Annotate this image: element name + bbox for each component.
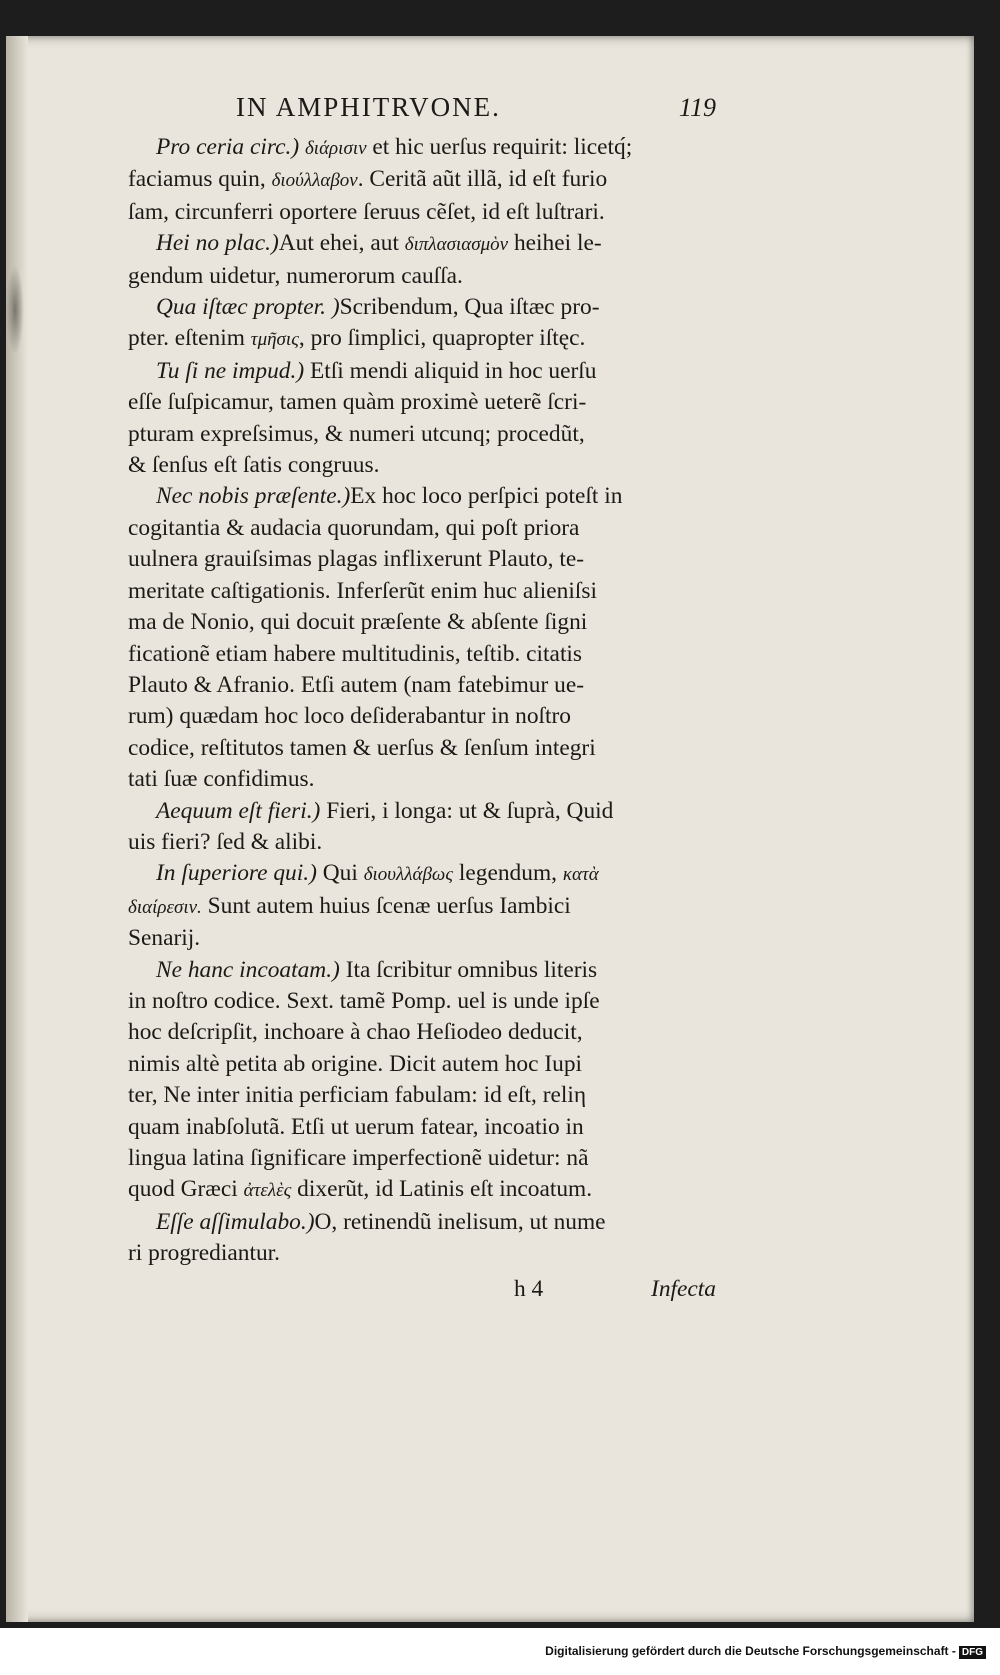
text-segment: uis fieri? ſed & alibi. — [128, 828, 323, 855]
lemma: Hei no plac.) — [156, 230, 279, 257]
text-segment: hoc deſcripſit, inchoare à chao Heſiodeo deducit, — [128, 1019, 583, 1046]
text-segment: codice, reſtitutos tamen & uerſus & ſenſum integri — [128, 734, 596, 761]
text-line — [128, 419, 716, 450]
text-line — [128, 670, 716, 701]
lemma: Ne hanc incoatam.) — [156, 956, 340, 983]
running-head: IN AMPHITRVONE. — [236, 92, 501, 122]
signature-mark: h 4 — [514, 1275, 544, 1302]
text-line — [128, 228, 716, 260]
greek-word: κατὰ — [562, 864, 599, 886]
text-line — [128, 387, 716, 418]
greek-word: διπλασιασμὸν — [404, 234, 509, 256]
lemma: Tu ſi ne impud.) — [156, 357, 305, 384]
greek-word: τμῆσις — [250, 329, 299, 351]
text-segment: tati ſuæ confidimus. — [128, 766, 315, 793]
text-segment: quod Græci — [128, 1176, 244, 1203]
text-segment: in noſtro codice. Sext. tamẽ Pomp. uel is unde ipſe — [128, 987, 600, 1014]
text-segment: uulnera grauiſsimas plagas inflixerunt Plauto, te- — [128, 546, 585, 573]
text-segment: Senarij. — [128, 925, 201, 952]
text-line — [128, 1112, 716, 1143]
commentary-body — [128, 132, 716, 1270]
greek-word: διούλλαβον — [271, 170, 358, 192]
text-segment: ficationẽ etiam habere multitudinis, teſtib. citatis — [128, 640, 583, 667]
lemma: In ſuperiore qui.) — [156, 860, 317, 887]
text-line — [128, 197, 716, 228]
digitization-credit — [545, 1644, 986, 1659]
text-segment: gendum uidetur, numerorum cauſſa. — [128, 262, 463, 289]
text-line — [128, 955, 716, 986]
text-segment: dixerũt, id Latinis eſt incoatum. — [291, 1176, 593, 1203]
text-line — [128, 1017, 716, 1048]
text-segment: nimis altè petita ab origine. Dicit autem hoc Iupi — [128, 1050, 583, 1077]
text-line — [128, 701, 716, 732]
text-line — [128, 796, 716, 827]
text-segment: heihei le- — [508, 230, 602, 257]
text-segment: rum) quædam hoc loco deſiderabantur in noſtro — [128, 703, 572, 730]
text-segment: Ita ſcribitur omnibus literis — [339, 956, 598, 983]
text-line — [128, 1049, 716, 1080]
greek-word: διαίρεσιν. — [128, 896, 202, 918]
text-line — [128, 923, 716, 954]
text-segment: Fieri, i longa: ut & ſuprà, Quid — [320, 797, 614, 824]
lemma: Pro ceria circ.) — [156, 134, 300, 160]
text-line — [128, 323, 716, 355]
page-text-block — [128, 92, 716, 1308]
text-segment: ſam, circunferri oportere ſeruus cẽſet, id eſt luſtrari. — [128, 198, 605, 225]
text-segment: eſſe ſuſpicamur, tamen quàm proximè ueterẽ ſcri- — [128, 389, 587, 416]
credit-text: Digitalisierung gefördert durch die Deutsche Forschungsgemeinschaft - — [545, 1644, 956, 1658]
greek-word: διουλλάβως — [363, 864, 454, 886]
text-segment: ter, Ne inter initia perficiam fabulam: id eſt, reliη — [128, 1082, 587, 1109]
text-line — [128, 764, 716, 795]
text-segment: & ſenſus eſt ſatis congruus. — [128, 452, 380, 479]
text-line — [128, 356, 716, 387]
text-line — [128, 132, 716, 164]
text-segment: legendum, — [453, 860, 563, 887]
text-segment: pter. eſtenim — [128, 325, 251, 352]
greek-word: ἀτελὲς — [243, 1180, 292, 1202]
lemma: Aequum eſt fieri.) — [156, 797, 321, 824]
text-segment: Etſi mendi aliquid in hoc uerſu — [304, 357, 597, 384]
text-segment: Aut ehei, aut — [278, 230, 405, 257]
text-line — [128, 576, 716, 607]
text-line — [128, 1080, 716, 1111]
greek-word: διάρισιν — [304, 138, 367, 159]
text-segment: quam inabſolutã. Etſi ut uerum fatear, incoatio in — [128, 1113, 584, 1140]
text-segment: faciamus quin, — [128, 166, 272, 193]
text-segment: cogitantia & audacia quorundam, qui poſt priora — [128, 514, 580, 541]
text-line — [128, 292, 716, 323]
text-line — [128, 986, 716, 1017]
text-segment: ri progrediantur. — [128, 1240, 280, 1267]
text-segment: lingua latina ſignificare imperfectionẽ uidetur: nã — [128, 1145, 589, 1171]
page-edge-mark — [6, 265, 24, 355]
folio-number: 119 — [678, 93, 716, 122]
page-header — [128, 92, 716, 130]
lemma: Qua iſtæc propter. ) — [156, 294, 340, 321]
lemma: Eſſe aſſimulabo.) — [156, 1208, 315, 1235]
text-line — [128, 1174, 716, 1206]
text-segment: meritate caſtigationis. Inferſerũt enim huc alieniſsi — [128, 577, 597, 604]
text-segment: Qui — [316, 860, 364, 887]
catchword: Infecta — [651, 1275, 716, 1302]
text-line — [128, 733, 716, 764]
text-line — [128, 450, 716, 481]
text-line — [128, 1207, 716, 1238]
text-line — [128, 544, 716, 575]
text-line — [128, 639, 716, 670]
dfg-badge: DFG — [959, 1646, 986, 1659]
text-line — [128, 858, 716, 890]
text-line — [128, 1238, 716, 1269]
text-line — [128, 261, 716, 292]
text-segment: Scribendum, Qua iſtæc pro- — [339, 294, 600, 321]
text-line — [128, 481, 716, 512]
text-line — [128, 891, 716, 923]
text-line — [128, 164, 716, 196]
text-segment: Ex hoc loco perſpici poteſt in — [350, 483, 623, 510]
text-segment: et hic uerſus requirit: licetq́; — [366, 134, 633, 160]
text-segment: Sunt autem huius ſcenæ uerſus Iambici — [201, 892, 571, 919]
page-foot — [128, 1274, 716, 1308]
text-segment: O, retinendũ inelisum, ut nume — [314, 1208, 606, 1235]
text-segment: . Ceritã aũt illã, id eſt furio — [357, 166, 608, 193]
text-segment: , pro ſimplici, quapropter iſtęc. — [298, 325, 586, 352]
text-segment: pturam expreſsimus, & numeri utcunq; procedũt, — [128, 420, 585, 447]
text-segment: ma de Nonio, qui docuit præſente & abſente ſigni — [128, 609, 588, 636]
lemma: Nec nobis præſente.) — [156, 483, 351, 510]
text-line — [128, 827, 716, 858]
text-line — [128, 1143, 716, 1174]
text-line — [128, 607, 716, 638]
text-segment: Plauto & Afranio. Etſi autem (nam fatebimur ue- — [128, 671, 584, 698]
text-line — [128, 513, 716, 544]
